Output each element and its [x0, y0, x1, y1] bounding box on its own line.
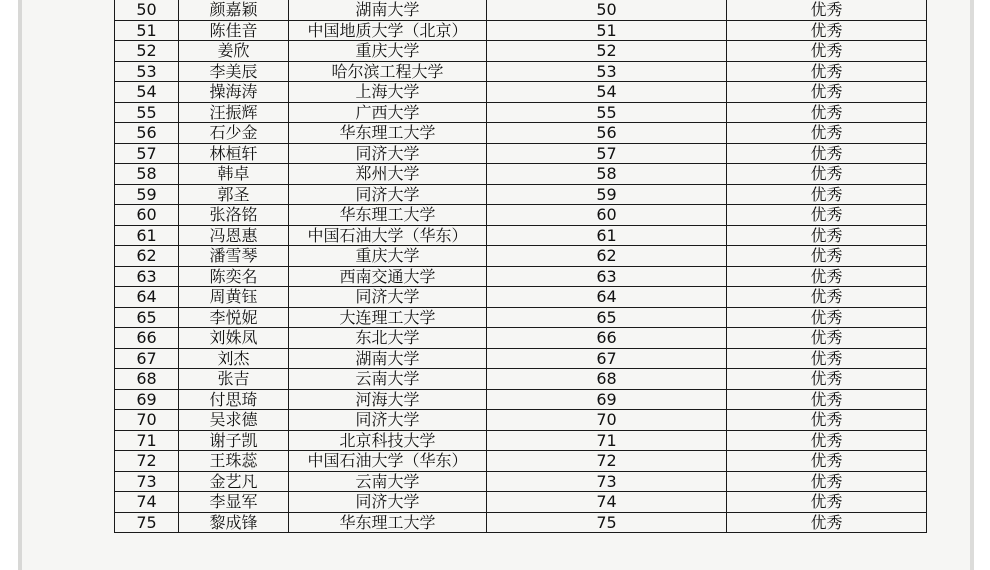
university-cell: 湖南大学: [289, 348, 487, 369]
student-name-cell: 付思琦: [179, 389, 289, 410]
row-number-cell: 56: [115, 123, 179, 144]
table-row: [115, 492, 927, 513]
table-row: [115, 430, 927, 451]
table-row: [115, 61, 927, 82]
table-row: [115, 0, 927, 20]
student-name-cell: 吴求德: [179, 410, 289, 431]
grade-cell: 优秀: [727, 410, 927, 431]
rank-cell: 57: [487, 143, 727, 164]
grade-cell: 优秀: [727, 287, 927, 308]
student-name-cell: 陈佳音: [179, 20, 289, 41]
student-name-cell: 姜欣: [179, 41, 289, 62]
page-edge-left: [18, 0, 22, 570]
table-row: [115, 410, 927, 431]
rank-cell: 52: [487, 41, 727, 62]
university-cell: 北京科技大学: [289, 430, 487, 451]
grade-cell: 优秀: [727, 307, 927, 328]
university-cell: 同济大学: [289, 287, 487, 308]
student-name-cell: 刘姝凤: [179, 328, 289, 349]
row-number-cell: 54: [115, 82, 179, 103]
rank-cell: 55: [487, 102, 727, 123]
university-cell: 上海大学: [289, 82, 487, 103]
results-table: [114, 0, 927, 533]
table-row: [115, 164, 927, 185]
university-cell: 中国石油大学（华东）: [289, 451, 487, 472]
table-row: [115, 205, 927, 226]
table-row: [115, 307, 927, 328]
student-name-cell: 颜嘉颖: [179, 0, 289, 20]
university-cell: 同济大学: [289, 184, 487, 205]
university-cell: 大连理工大学: [289, 307, 487, 328]
row-number-cell: 58: [115, 164, 179, 185]
student-name-cell: 郭圣: [179, 184, 289, 205]
grade-cell: 优秀: [727, 389, 927, 410]
student-name-cell: 金艺凡: [179, 471, 289, 492]
grade-cell: 优秀: [727, 205, 927, 226]
rank-cell: 67: [487, 348, 727, 369]
grade-cell: 优秀: [727, 82, 927, 103]
university-cell: 重庆大学: [289, 246, 487, 267]
rank-cell: 75: [487, 512, 727, 533]
row-number-cell: 69: [115, 389, 179, 410]
student-name-cell: 黎成锋: [179, 512, 289, 533]
student-name-cell: 张吉: [179, 369, 289, 390]
page-edge-right: [970, 0, 974, 570]
row-number-cell: 72: [115, 451, 179, 472]
results-table-body: [115, 0, 927, 533]
grade-cell: 优秀: [727, 61, 927, 82]
rank-cell: 53: [487, 61, 727, 82]
rank-cell: 69: [487, 389, 727, 410]
rank-cell: 58: [487, 164, 727, 185]
grade-cell: 优秀: [727, 430, 927, 451]
row-number-cell: 57: [115, 143, 179, 164]
table-row: [115, 287, 927, 308]
table-row: [115, 328, 927, 349]
university-cell: 郑州大学: [289, 164, 487, 185]
row-number-cell: 61: [115, 225, 179, 246]
grade-cell: 优秀: [727, 451, 927, 472]
row-number-cell: 64: [115, 287, 179, 308]
university-cell: 云南大学: [289, 369, 487, 390]
university-cell: 东北大学: [289, 328, 487, 349]
university-cell: 重庆大学: [289, 41, 487, 62]
student-name-cell: 操海涛: [179, 82, 289, 103]
grade-cell: 优秀: [727, 102, 927, 123]
grade-cell: 优秀: [727, 143, 927, 164]
grade-cell: 优秀: [727, 348, 927, 369]
table-row: [115, 266, 927, 287]
row-number-cell: 55: [115, 102, 179, 123]
rank-cell: 56: [487, 123, 727, 144]
rank-cell: 70: [487, 410, 727, 431]
rank-cell: 62: [487, 246, 727, 267]
rank-cell: 54: [487, 82, 727, 103]
grade-cell: 优秀: [727, 41, 927, 62]
table-row: [115, 20, 927, 41]
grade-cell: 优秀: [727, 328, 927, 349]
row-number-cell: 50: [115, 0, 179, 20]
student-name-cell: 李美辰: [179, 61, 289, 82]
grade-cell: 优秀: [727, 492, 927, 513]
row-number-cell: 66: [115, 328, 179, 349]
student-name-cell: 王珠蕊: [179, 451, 289, 472]
university-cell: 湖南大学: [289, 0, 487, 20]
row-number-cell: 63: [115, 266, 179, 287]
university-cell: 西南交通大学: [289, 266, 487, 287]
row-number-cell: 71: [115, 430, 179, 451]
student-name-cell: 李悦妮: [179, 307, 289, 328]
row-number-cell: 73: [115, 471, 179, 492]
grade-cell: 优秀: [727, 369, 927, 390]
student-name-cell: 潘雪琴: [179, 246, 289, 267]
university-cell: 同济大学: [289, 143, 487, 164]
table-row: [115, 471, 927, 492]
student-name-cell: 韩卓: [179, 164, 289, 185]
rank-cell: 74: [487, 492, 727, 513]
student-name-cell: 陈奕名: [179, 266, 289, 287]
grade-cell: 优秀: [727, 184, 927, 205]
university-cell: 华东理工大学: [289, 123, 487, 144]
row-number-cell: 59: [115, 184, 179, 205]
table-row: [115, 123, 927, 144]
student-name-cell: 林桓轩: [179, 143, 289, 164]
rank-cell: 51: [487, 20, 727, 41]
table-row: [115, 82, 927, 103]
student-name-cell: 汪振辉: [179, 102, 289, 123]
grade-cell: 优秀: [727, 471, 927, 492]
rank-cell: 50: [487, 0, 727, 20]
student-name-cell: 石少金: [179, 123, 289, 144]
grade-cell: 优秀: [727, 225, 927, 246]
table-row: [115, 348, 927, 369]
grade-cell: 优秀: [727, 266, 927, 287]
student-name-cell: 谢子凯: [179, 430, 289, 451]
table-row: [115, 102, 927, 123]
rank-cell: 73: [487, 471, 727, 492]
row-number-cell: 75: [115, 512, 179, 533]
grade-cell: 优秀: [727, 246, 927, 267]
rank-cell: 66: [487, 328, 727, 349]
table-row: [115, 143, 927, 164]
rank-cell: 63: [487, 266, 727, 287]
table-row: [115, 451, 927, 472]
rank-cell: 71: [487, 430, 727, 451]
table-row: [115, 41, 927, 62]
university-cell: 河海大学: [289, 389, 487, 410]
grade-cell: 优秀: [727, 20, 927, 41]
university-cell: 广西大学: [289, 102, 487, 123]
rank-cell: 59: [487, 184, 727, 205]
grade-cell: 优秀: [727, 512, 927, 533]
table-row: [115, 225, 927, 246]
table-row: [115, 512, 927, 533]
table-row: [115, 389, 927, 410]
grade-cell: 优秀: [727, 164, 927, 185]
table-row: [115, 246, 927, 267]
student-name-cell: 冯恩惠: [179, 225, 289, 246]
university-cell: 同济大学: [289, 410, 487, 431]
rank-cell: 68: [487, 369, 727, 390]
university-cell: 同济大学: [289, 492, 487, 513]
student-name-cell: 张洛铭: [179, 205, 289, 226]
table-row: [115, 184, 927, 205]
row-number-cell: 70: [115, 410, 179, 431]
row-number-cell: 67: [115, 348, 179, 369]
rank-cell: 65: [487, 307, 727, 328]
rank-cell: 60: [487, 205, 727, 226]
student-name-cell: 周黄钰: [179, 287, 289, 308]
rank-cell: 61: [487, 225, 727, 246]
university-cell: 云南大学: [289, 471, 487, 492]
student-name-cell: 李显军: [179, 492, 289, 513]
university-cell: 中国地质大学（北京）: [289, 20, 487, 41]
row-number-cell: 74: [115, 492, 179, 513]
university-cell: 华东理工大学: [289, 512, 487, 533]
row-number-cell: 65: [115, 307, 179, 328]
grade-cell: 优秀: [727, 0, 927, 20]
grade-cell: 优秀: [727, 123, 927, 144]
university-cell: 哈尔滨工程大学: [289, 61, 487, 82]
university-cell: 华东理工大学: [289, 205, 487, 226]
row-number-cell: 51: [115, 20, 179, 41]
row-number-cell: 68: [115, 369, 179, 390]
row-number-cell: 52: [115, 41, 179, 62]
student-name-cell: 刘杰: [179, 348, 289, 369]
row-number-cell: 53: [115, 61, 179, 82]
rank-cell: 64: [487, 287, 727, 308]
rank-cell: 72: [487, 451, 727, 472]
row-number-cell: 60: [115, 205, 179, 226]
table-row: [115, 369, 927, 390]
row-number-cell: 62: [115, 246, 179, 267]
university-cell: 中国石油大学（华东）: [289, 225, 487, 246]
